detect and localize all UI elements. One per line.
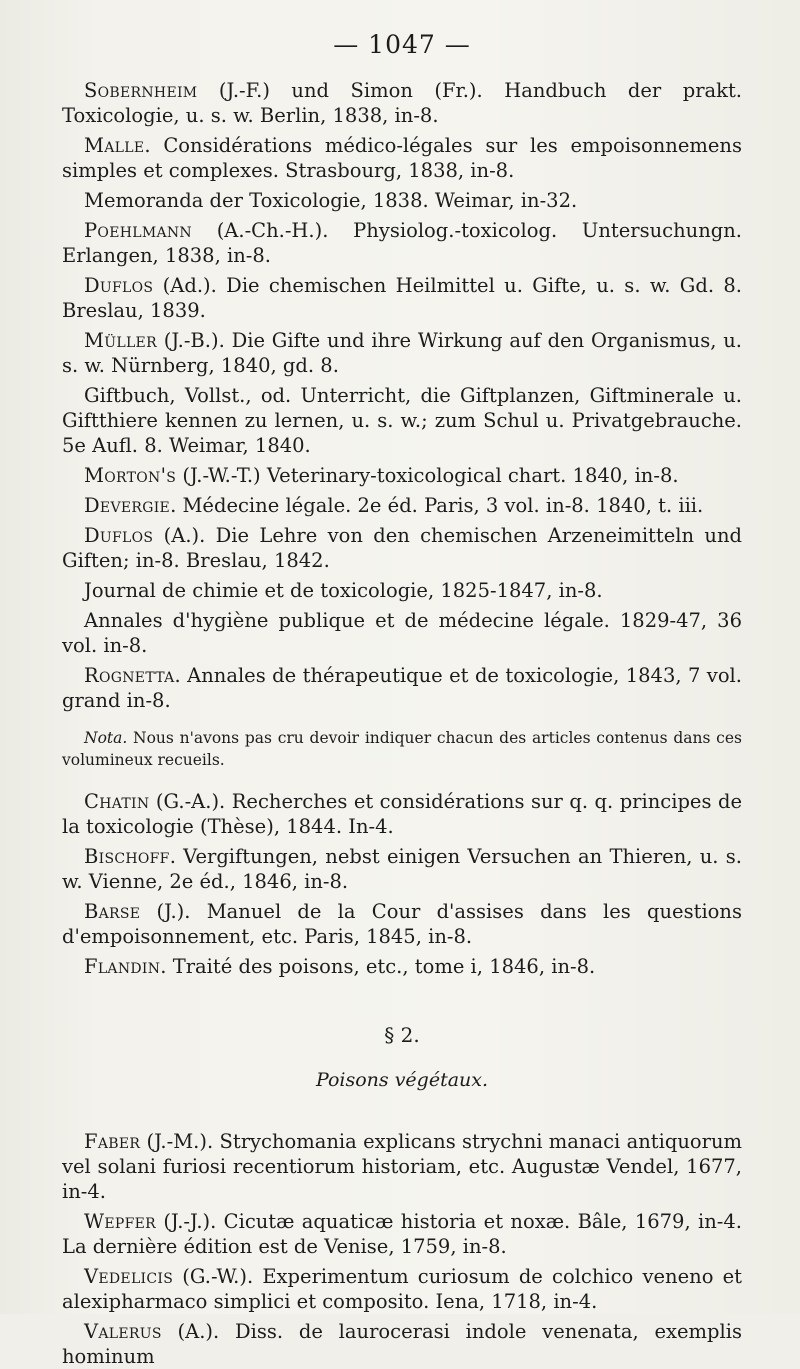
bibliography-entry — [62, 78, 742, 128]
entry-author: Vedelicis — [84, 1265, 174, 1288]
nota-label: Nota. — [84, 729, 128, 747]
nota-text: Nous n'avons pas cru devoir indiquer chacun des articles contenus dans ces volumineux recueils. — [62, 729, 742, 769]
entry-text: (A.). Die Lehre von den chemischen Arzeneimitteln und Giften; in-8. Breslau, 1842. — [62, 524, 742, 572]
entry-author: Barse — [84, 900, 141, 923]
entry-author: Faber — [84, 1130, 141, 1153]
entry-author: Rognetta — [84, 664, 175, 687]
entries-top — [62, 78, 742, 713]
entry-author: Duflos — [84, 524, 154, 547]
entry-text: (J.-M.). Strychomania explicans strychni manaci antiquorum vel solani furiosi recentiorum historiam, etc. Augustæ Vendel, 1677, in-4. — [62, 1130, 742, 1203]
bibliography-entry — [62, 1209, 742, 1259]
bibliography-entry — [62, 328, 742, 378]
bibliography-entry — [62, 493, 742, 518]
entry-text: (A.-Ch.-H.). Physiolog.-toxicolog. Untersuchungn. Erlangen, 1838, in-8. — [62, 219, 742, 267]
entry-text: (J.). Manuel de la Cour d'assises dans les questions d'empoisonnement, etc. Paris, 1845, in-8. — [62, 900, 742, 948]
entry-text: . Médecine légale. 2e éd. Paris, 3 vol. in-8. 1840, t. iii. — [170, 494, 704, 517]
entry-author: Chatin — [84, 790, 150, 813]
entry-author: Wepfer — [84, 1210, 156, 1233]
entry-text: (G.-A.). Recherches et considérations sur q. q. principes de la toxicologie (Thèse), 1844. In-4. — [62, 790, 742, 838]
nota-note — [62, 727, 742, 771]
bibliography-entry — [62, 188, 742, 213]
bibliography-entry — [62, 218, 742, 268]
entry-author: Malle — [84, 134, 145, 157]
entry-text: (A.). Diss. de laurocerasi indole venenata, exemplis hominum — [62, 1320, 742, 1368]
bibliography-entry — [62, 954, 742, 979]
bibliography-entry — [62, 789, 742, 839]
entry-text: (Ad.). Die chemischen Heilmittel u. Gifte, u. s. w. Gd. 8. Breslau, 1839. — [62, 274, 742, 322]
entry-author: Valerus — [84, 1320, 162, 1343]
bibliography-entry — [62, 273, 742, 323]
bibliography-entry — [62, 523, 742, 573]
entry-author: Devergie — [84, 494, 171, 517]
section-subtitle: Poisons végétaux. — [315, 1069, 489, 1091]
entry-author: Poehlmann — [84, 219, 192, 242]
entry-author: Duflos — [84, 274, 154, 297]
bibliography-entry — [62, 899, 742, 949]
entry-author: Morton's — [84, 464, 177, 487]
bibliography-entry — [62, 844, 742, 894]
entry-author: Bischoff — [84, 845, 170, 868]
entry-author: Sobernheim — [84, 79, 198, 102]
entry-text: . Annales de thérapeutique et de toxicologie, 1843, 7 vol. grand in-8. — [62, 664, 742, 712]
entry-text: (J.-F.) und Simon (Fr.). Handbuch der prakt. Toxicologie, u. s. w. Berlin, 1838, in-8. — [62, 79, 742, 127]
bibliography-entry — [62, 608, 742, 658]
entry-author: Flandin — [84, 955, 161, 978]
entry-text: (J.-W.-T.) Veterinary-toxicological chart. 1840, in-8. — [176, 464, 679, 487]
bibliography-entry — [62, 383, 742, 458]
entry-text: (J.-B.). Die Gifte und ihre Wirkung auf den Organismus, u. s. w. Nürnberg, 1840, gd. 8. — [62, 329, 742, 377]
entry-author: Müller — [84, 329, 157, 352]
bibliography-entry — [62, 1264, 742, 1314]
entry-text: (J.-J.). Cicutæ aquaticæ historia et noxæ. Bâle, 1679, in-4. La dernière édition est de Venise, 1759, in-8. — [62, 1210, 742, 1258]
bibliography-entry — [62, 1129, 742, 1204]
section-heading: § 2. — [384, 1023, 420, 1047]
entry-text: . Traité des poisons, etc., tome i, 1846, in-8. — [160, 955, 596, 978]
bibliography-entry — [62, 578, 742, 603]
entries-middle — [62, 789, 742, 979]
bibliography-entry — [62, 133, 742, 183]
entry-text: Giftbuch, Vollst., od. Unterricht, die Giftplanzen, Giftminerale u. Giftthiere kennen zu lernen, u. s. w.; zum Schul u. Privatgebrauche. 5e Aufl. 8. Weimar, 1840. — [62, 384, 742, 457]
bibliography-entry — [62, 663, 742, 713]
entries-bottom — [62, 1129, 742, 1369]
entry-text: . Vergiftungen, nebst einigen Versuchen an Thieren, u. s. w. Vienne, 2e éd., 1846, in-8. — [62, 845, 742, 893]
bibliography-entry — [62, 1319, 742, 1369]
entry-text: (G.-W.). Experimentum curiosum de colchico veneno et alexipharmaco simplici et composito. Iena, 1718, in-4. — [62, 1265, 742, 1313]
entry-text: Annales d'hygiène publique et de médecine légale. 1829-47, 36 vol. in-8. — [62, 609, 742, 657]
entry-text: Memoranda der Toxicologie, 1838. Weimar, in-32. — [84, 189, 578, 212]
bibliography-entry — [62, 463, 742, 488]
entry-text: . Considérations médico-légales sur les empoisonnemens simples et complexes. Strasbourg, 1838, in-8. — [62, 134, 742, 182]
page-number-header: — 1047 — — [333, 30, 471, 59]
entry-text: Journal de chimie et de toxicologie, 1825-1847, in-8. — [84, 579, 603, 602]
